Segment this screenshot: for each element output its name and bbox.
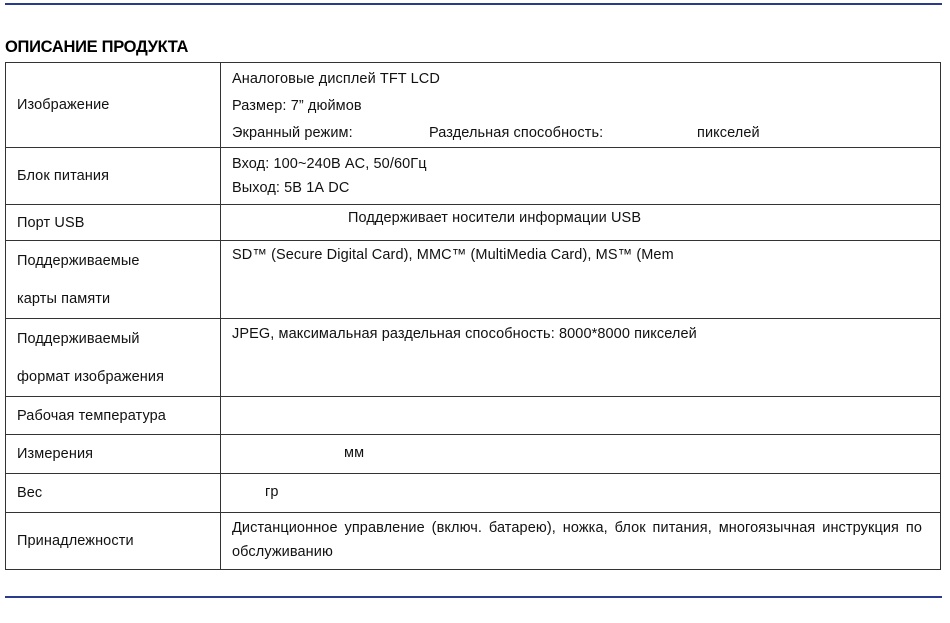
format-text: JPEG, максимальная раздельная способность: 8000*8000 пикселей: [232, 326, 697, 342]
label-text: Измерения: [17, 446, 94, 462]
label-text: Изображение: [17, 97, 110, 113]
bottom-rule: [5, 596, 942, 598]
row-label-display: [6, 63, 221, 148]
label-text: Принадлежности: [17, 533, 134, 549]
display-mode-label: Экранный режим:: [232, 125, 353, 141]
usb-support-text: Поддерживает носители информации USB: [348, 210, 642, 226]
label-text: Вес: [17, 485, 43, 501]
dimensions-unit: мм: [344, 445, 365, 461]
table-row-format: [6, 319, 941, 397]
weight-unit: гр: [265, 484, 279, 500]
cards-list: SD™ (Secure Digital Card), MMC™ (MultiMedia Card), MS™ (Mem: [232, 247, 674, 263]
table-row-temperature: [6, 397, 941, 435]
usb-line: [232, 205, 922, 231]
label-text: Порт USB: [17, 214, 85, 231]
row-value-weight: [221, 474, 941, 513]
label-text: Блок питания: [17, 168, 110, 184]
row-label-weight: [6, 474, 221, 513]
table-row-usb: [6, 205, 941, 241]
label-text: карты памяти: [17, 290, 111, 307]
row-label-dimensions: [6, 435, 221, 474]
label-text: Поддерживаемый: [17, 330, 140, 347]
row-value-display: [221, 63, 941, 148]
row-label-power: [6, 148, 221, 205]
power-input: Вход: 100~240В AC, 50/60Гц: [232, 156, 427, 172]
row-label-accessories: [6, 513, 221, 570]
top-rule: [5, 3, 942, 5]
table-row-display: [6, 63, 941, 148]
display-mode-line: [232, 120, 922, 147]
row-label-temperature: [6, 397, 221, 435]
temperature-value: [232, 397, 922, 424]
row-value-cards: [221, 241, 941, 319]
row-value-usb: [221, 205, 941, 241]
label-text: Рабочая температура: [17, 407, 166, 424]
table-row-accessories: [6, 513, 941, 570]
row-label-cards: [6, 241, 221, 319]
page-title: ОПИСАНИЕ ПРОДУКТА: [5, 38, 189, 56]
spec-table: [5, 62, 941, 570]
row-label-format: [6, 319, 221, 397]
display-type: Аналоговые дисплей TFT LCD: [232, 71, 440, 87]
row-value-accessories: [221, 513, 941, 570]
weight-line: [232, 474, 922, 510]
row-label-usb: [6, 205, 221, 241]
table-row-power: [6, 148, 941, 205]
table-row-dimensions: [6, 435, 941, 474]
table-row-weight: [6, 474, 941, 513]
row-value-power: [221, 148, 941, 205]
display-pixels-label: пикселей: [697, 125, 760, 141]
row-value-dimensions: [221, 435, 941, 474]
accessories-text: Дистанционное управление (включ. батарею), ножка, блок питания, многоязычная инструкция по обслуживанию: [232, 520, 922, 560]
label-text: Поддерживаемые: [17, 252, 140, 269]
table-row-cards: [6, 241, 941, 319]
display-resolution-label: Раздельная способность:: [429, 125, 604, 141]
power-output: Выход: 5В 1А DC: [232, 180, 350, 196]
display-size: Размер: 7” дюймов: [232, 98, 362, 114]
label-text: формат изображения: [17, 368, 165, 385]
dimensions-line: [232, 435, 922, 471]
row-value-temperature: [221, 397, 941, 435]
row-value-format: [221, 319, 941, 397]
